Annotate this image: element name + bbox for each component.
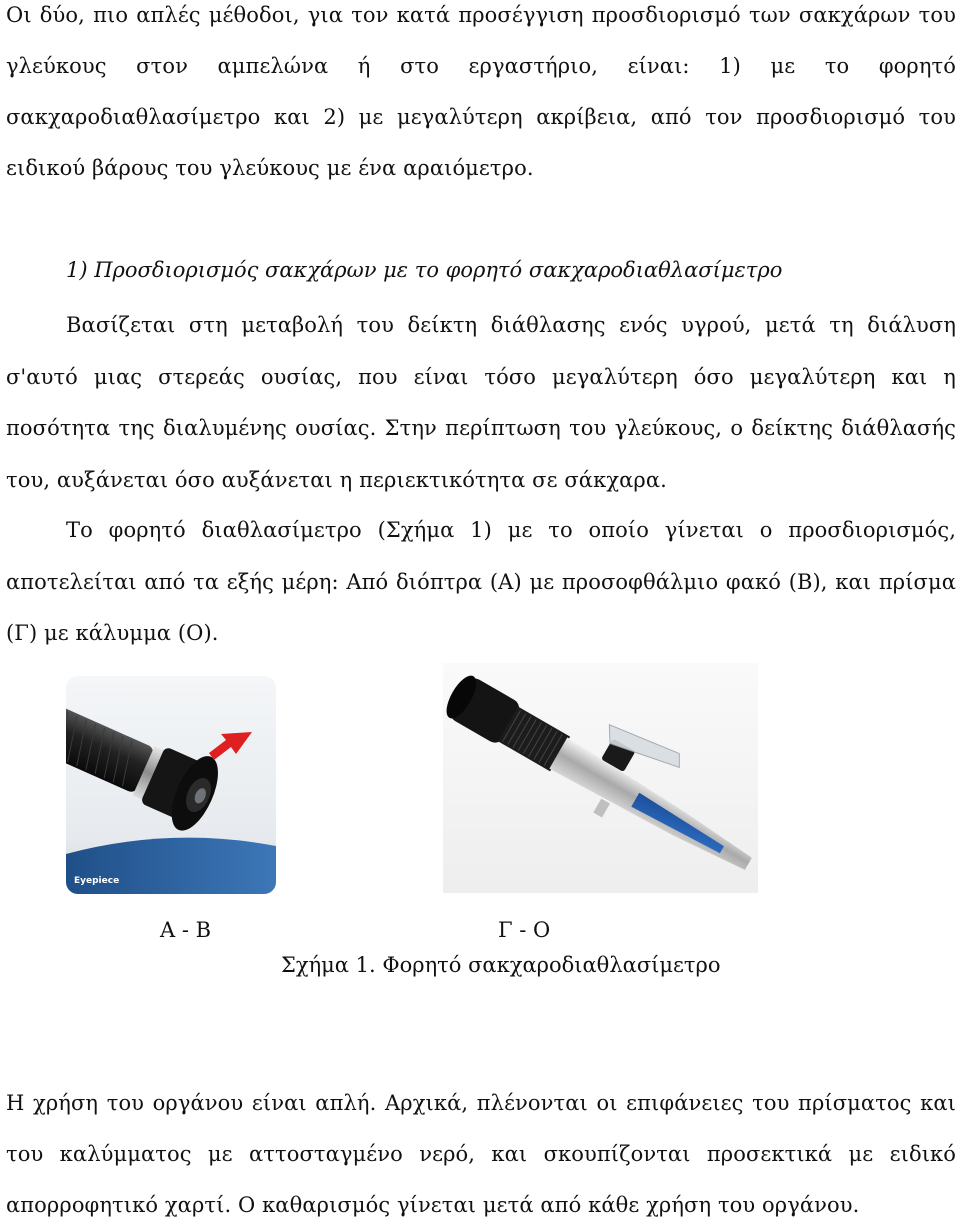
- figure-caption: Σχήμα 1. Φορητό σακχαροδιαθλασίμετρο: [281, 953, 721, 977]
- caption-left: Α - Β: [160, 918, 212, 942]
- intro-paragraph: Οι δύο, πιο απλές μέθοδοι, για τον κατά προσέγγιση προσδιορισμό των σακχάρων του γλεύκους στον αμπελώνα ή στο εργαστήριο, είναι: 1) με το φορητό σακχαροδιαθλασίμετρο και 2) με μεγαλύτερη ακρίβεια, από τον προσδιορισμό του ειδικού βάρους του γλεύκους με ένα αραιόμετρο.: [6, 3, 956, 180]
- eyepiece-illustration: [66, 676, 276, 894]
- parts-paragraph: Το φορητό διαθλασίμετρο (Σχήμα 1) με το οποίο γίνεται ο προσδιορισμός, αποτελείται από τα εξής μέρη: Από διόπτρα (Α) με προσοφθάλμιο φακό (Β), και πρίσμα (Γ) με κάλυμμα (Ο).: [6, 518, 956, 645]
- eyepiece-label: Eyepiece: [74, 876, 120, 886]
- caption-right: Γ - Ο: [498, 918, 551, 942]
- eyepiece-photo: [66, 676, 276, 894]
- usage-paragraph: Η χρήση του οργάνου είναι απλή. Αρχικά, πλένονται οι επιφάνειες του πρίσματος και του καλύμματος με αττοσταγμένο νερό, και σκουπίζονται προσεκτικά με ειδικό απορροφητικό χαρτί. Ο καθαρισμός γίνεται μετά από κάθε χρήση του οργάνου.: [6, 1091, 956, 1217]
- refractometer-photo: [443, 663, 758, 893]
- principle-paragraph: Βασίζεται στη μεταβολή του δείκτη διάθλασης ενός υγρού, μετά τη διάλυση σ'αυτό μιας στερεάς ουσίας, που είναι τόσο μεγαλύτερη όσο μεγαλύτερη και η ποσότητα της διαλυμένης ουσίας. Στην περίπτωση του γλεύκους, ο δείκτης διάθλασής του, αυξάνεται όσο αυξάνεται η περιεκτικότητα σε σάκχαρα.: [6, 313, 956, 492]
- section-heading: 1) Προσδιορισμός σακχάρων με το φορητό σακχαροδιαθλασίμετρο: [66, 258, 783, 282]
- refractometer-illustration: [443, 663, 758, 893]
